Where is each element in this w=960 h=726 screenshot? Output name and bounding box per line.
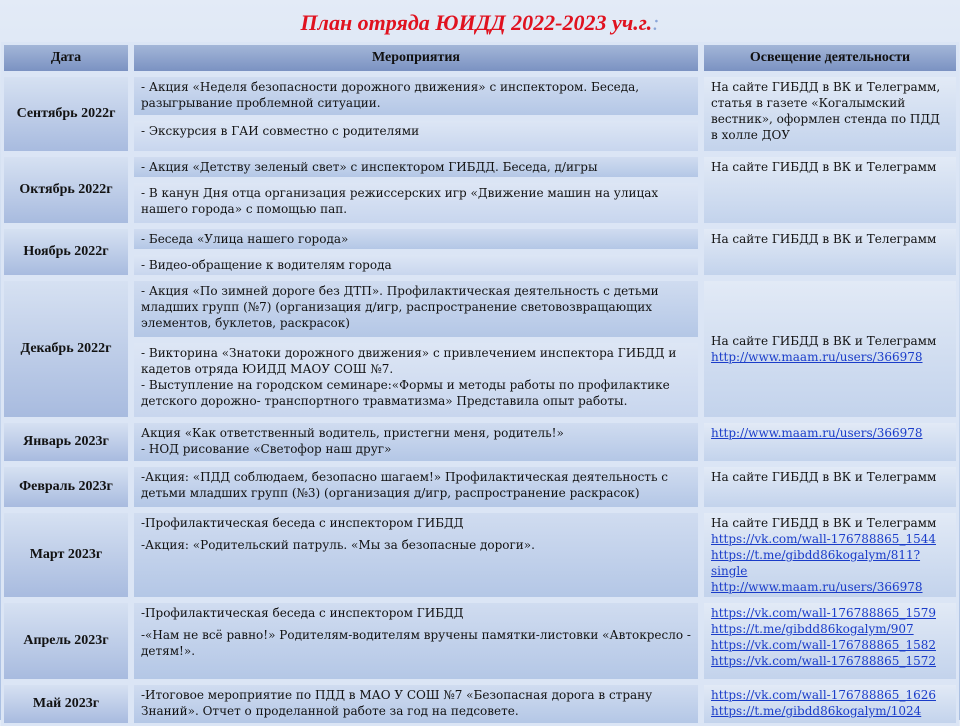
event-line: - НОД рисование «Светофор наш друг» [141,442,392,456]
coverage-cell [701,420,959,464]
header-row [1,42,959,74]
event-cell: - В канун Дня отца организация режиссерских игр «Движение машин на улицах нашего города» с помощью пап. [131,180,701,226]
date-cell: Декабрь 2022г [1,278,131,420]
page-title [0,10,960,36]
plan-table [1,42,959,726]
event-cell: - Акция «Неделя безопасности дорожного движения» с инспектором. Беседа, разыгрывание проблемной ситуации. [131,74,701,118]
event-cell: -Акция: «ПДД соблюдаем, безопасно шагаем!» Профилактическая деятельность с детьми младших групп (№3) (организация д/игр, распространение раскрасок) [131,464,701,510]
event-cell [131,420,701,464]
title-text: План отряда ЮИДД 2022-2023 уч.г. [300,10,653,35]
event-cell [131,510,701,600]
date-cell: Сентябрь 2022г [1,74,131,154]
event-cell: - Видео-обращение к водителям города [131,252,701,278]
coverage-link[interactable]: https://vk.com/wall-176788865_1572 [711,654,936,668]
coverage-link[interactable]: http://www.maam.ru/users/366978 [711,580,923,594]
header-coverage: Освещение деятельности [701,42,959,74]
coverage-cell: На сайте ГИБДД в ВК и Телеграмм, статья в газете «Когалымский вестник», оформлен стенда по ПДД в холле ДОУ [701,74,959,154]
coverage-link[interactable]: https://vk.com/wall-176788865_1579 [711,606,936,620]
date-cell: Март 2023г [1,510,131,600]
coverage-cell [701,278,959,420]
event-line: - Викторина «Знатоки дорожного движения» с привлечением инспектора ГИБДД и кадетов отряда ЮИДД МАОУ СОШ №7. [141,346,677,376]
table-row [1,278,959,340]
table-row [1,226,959,252]
coverage-cell [701,600,959,682]
coverage-link[interactable]: https://vk.com/wall-176788865_1582 [711,638,936,652]
coverage-link[interactable]: https://vk.com/wall-176788865_1626 [711,688,936,702]
header-events: Мероприятия [131,42,701,74]
coverage-link[interactable]: https://t.me/gibdd86kogalym/811?single [711,548,921,578]
coverage-link[interactable]: https://t.me/gibdd86kogalym/907 [711,622,914,636]
event-line: - Выступление на городском семинаре:«Формы и методы работы по профилактике детского дорожно- транспортного травматизма» Представила опыт работы. [141,378,670,408]
table-row [1,510,959,600]
coverage-cell [701,682,959,726]
header-date: Дата [1,42,131,74]
table-row [1,420,959,464]
event-cell [131,340,701,420]
date-cell: Апрель 2023г [1,600,131,682]
event-cell: - Экскурсия в ГАИ совместно с родителями [131,118,701,154]
date-cell: Май 2023г [1,682,131,726]
date-cell: Октябрь 2022г [1,154,131,226]
event-line: -Акция: «Родительский патруль. «Мы за безопасные дороги». [141,538,535,552]
event-line: Акция «Как ответственный водитель, пристегни меня, родитель!» [141,426,564,440]
coverage-link[interactable]: https://vk.com/wall-176788865_1544 [711,532,936,546]
event-cell: - Акция «По зимней дороге без ДТП». Профилактическая деятельность с детьми младших групп (№7) (организация д/игр, распространение световозвращающих элементов, буклетов, раскрасок) [131,278,701,340]
coverage-link[interactable]: http://www.maam.ru/users/366978 [711,350,923,364]
date-cell: Февраль 2023г [1,464,131,510]
event-cell: - Акция «Детству зеленый свет» с инспектором ГИБДД. Беседа, д/игры [131,154,701,180]
coverage-text: На сайте ГИБДД в ВК и Телеграмм [711,334,937,348]
table-row [1,682,959,726]
coverage-cell: На сайте ГИБДД в ВК и Телеграмм [701,154,959,226]
table-row [1,464,959,510]
coverage-cell: На сайте ГИБДД в ВК и Телеграмм [701,226,959,278]
event-line: -Профилактическая беседа с инспектором ГИБДД [141,606,464,620]
event-cell [131,600,701,682]
event-line: -«Нам не всё равно!» Родителям-водителям вручены памятки-листовки «Автокресло - детям!». [141,628,691,658]
coverage-cell [701,510,959,600]
table-row [1,154,959,180]
coverage-cell: На сайте ГИБДД в ВК и Телеграмм [701,464,959,510]
coverage-link[interactable]: http://www.maam.ru/users/366978 [711,426,923,440]
table-row [1,600,959,682]
date-cell: Ноябрь 2022г [1,226,131,278]
event-line: -Профилактическая беседа с инспектором ГИБДД [141,516,464,530]
coverage-link[interactable]: https://t.me/gibdd86kogalym/1024 [711,704,922,718]
coverage-text: На сайте ГИБДД в ВК и Телеграмм [711,516,937,530]
table-row [1,74,959,118]
event-cell: - Беседа «Улица нашего города» [131,226,701,252]
date-cell: Январь 2023г [1,420,131,464]
event-cell: -Итоговое мероприятие по ПДД в МАО У СОШ №7 «Безопасная дорога в страну Знаний». Отчет о проделанной работе за год на педсовете. [131,682,701,726]
title-colon: : [652,10,660,35]
